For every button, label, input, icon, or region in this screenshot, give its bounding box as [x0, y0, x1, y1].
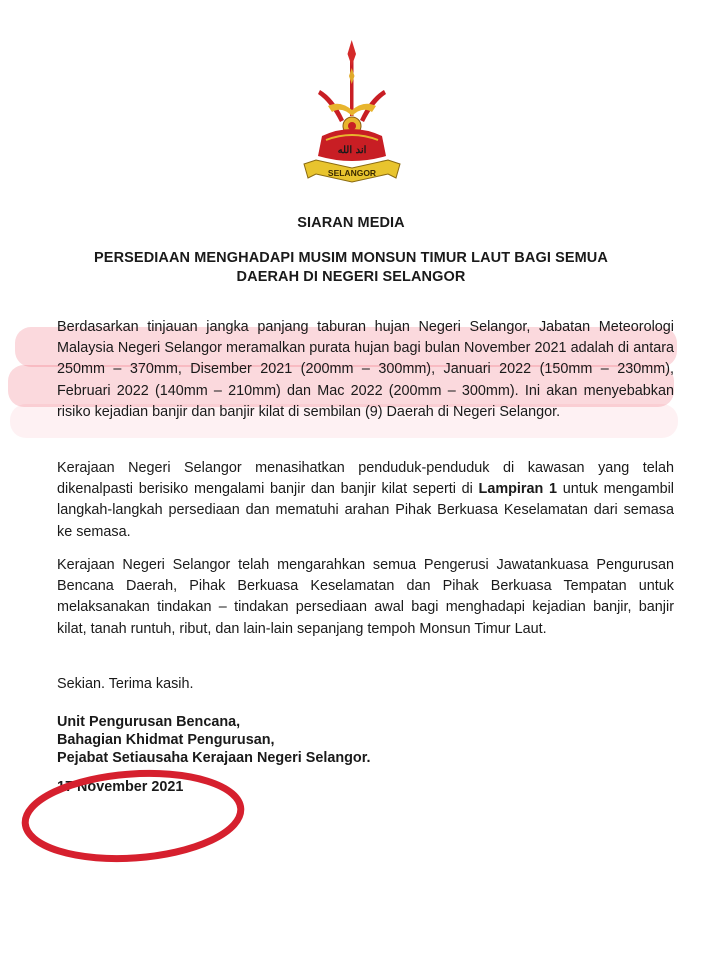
- document-label: SIARAN MEDIA: [297, 215, 405, 231]
- paragraph-advisory-text: Kerajaan Negeri Selangor menasihatkan penduduk-penduduk di kawasan yang telah dikenalpasti berisiko mengalami banjir dan banjir kilat seperti di: [57, 460, 674, 498]
- signature-line-1: Unit Pengurusan Bencana,: [57, 714, 241, 730]
- selangor-crest-icon: [300, 40, 404, 190]
- title-line-2: DAERAH DI NEGERI SELANGOR: [236, 269, 466, 285]
- paragraph-rainfall-forecast: Berdasarkan tinjauan jangka panjang taburan hujan Negeri Selangor, Jabatan Meteorologi Malaysia Negeri Selangor meramalkan purata hujan bagi bulan November 2021 adalah di antara 250mm – 370mm, Disember 2021 (200mm – 300mm), Januari 2022 (150mm – 230mm), Februari 2022 (140mm – 210mm) dan Mac 2022 (200mm – 300mm). Ini akan menyebabkan risiko kejadian banjir dan banjir kilat di sembilan (9) Daerah di Negeri Selangor.: [57, 319, 674, 420]
- signature-line-3: Pejabat Setiausaha Kerajaan Negeri Selangor.: [57, 750, 371, 766]
- svg-text:ﺍﻧﺪ ﺍﻟﻠﻪ: ﺍﻧﺪ ﺍﻟﻠﻪ: [337, 145, 367, 156]
- document-title: [0, 249, 702, 287]
- document-date: 17 November 2021: [57, 779, 184, 795]
- signature-block: [57, 713, 371, 767]
- crest-banner-text: SELANGOR: [327, 168, 377, 178]
- closing-line: Sekian. Terima kasih.: [57, 676, 194, 692]
- attachment-reference: Lampiran 1: [478, 481, 558, 498]
- paragraph-advisory-text-end: untuk mengambil langkah-langkah persediaan dan mematuhi arahan Pihak Berkuasa Keselamatan dari semasa ke semasa.: [57, 481, 674, 540]
- title-line-1: PERSEDIAAN MENGHADAPI MUSIM MONSUN TIMUR LAUT BAGI SEMUA: [94, 250, 608, 266]
- paragraph-directive: Kerajaan Negeri Selangor telah mengarahkan semua Pengerusi Jawatankuasa Pengurusan Bencana Daerah, Pihak Berkuasa Keselamatan dan Pihak Berkuasa Tempatan untuk melaksanakan tindakan – tindakan persediaan awal bagi menghadapi kejadian banjir, banjir kilat, tanah runtuh, ribut, dan lain-lain sepanjang tempoh Monsun Timur Laut.: [57, 557, 674, 637]
- date-circle-annotation: [20, 768, 248, 864]
- paragraph-advisory: [57, 458, 674, 543]
- signature-line-2: Bahagian Khidmat Pengurusan,: [57, 732, 275, 748]
